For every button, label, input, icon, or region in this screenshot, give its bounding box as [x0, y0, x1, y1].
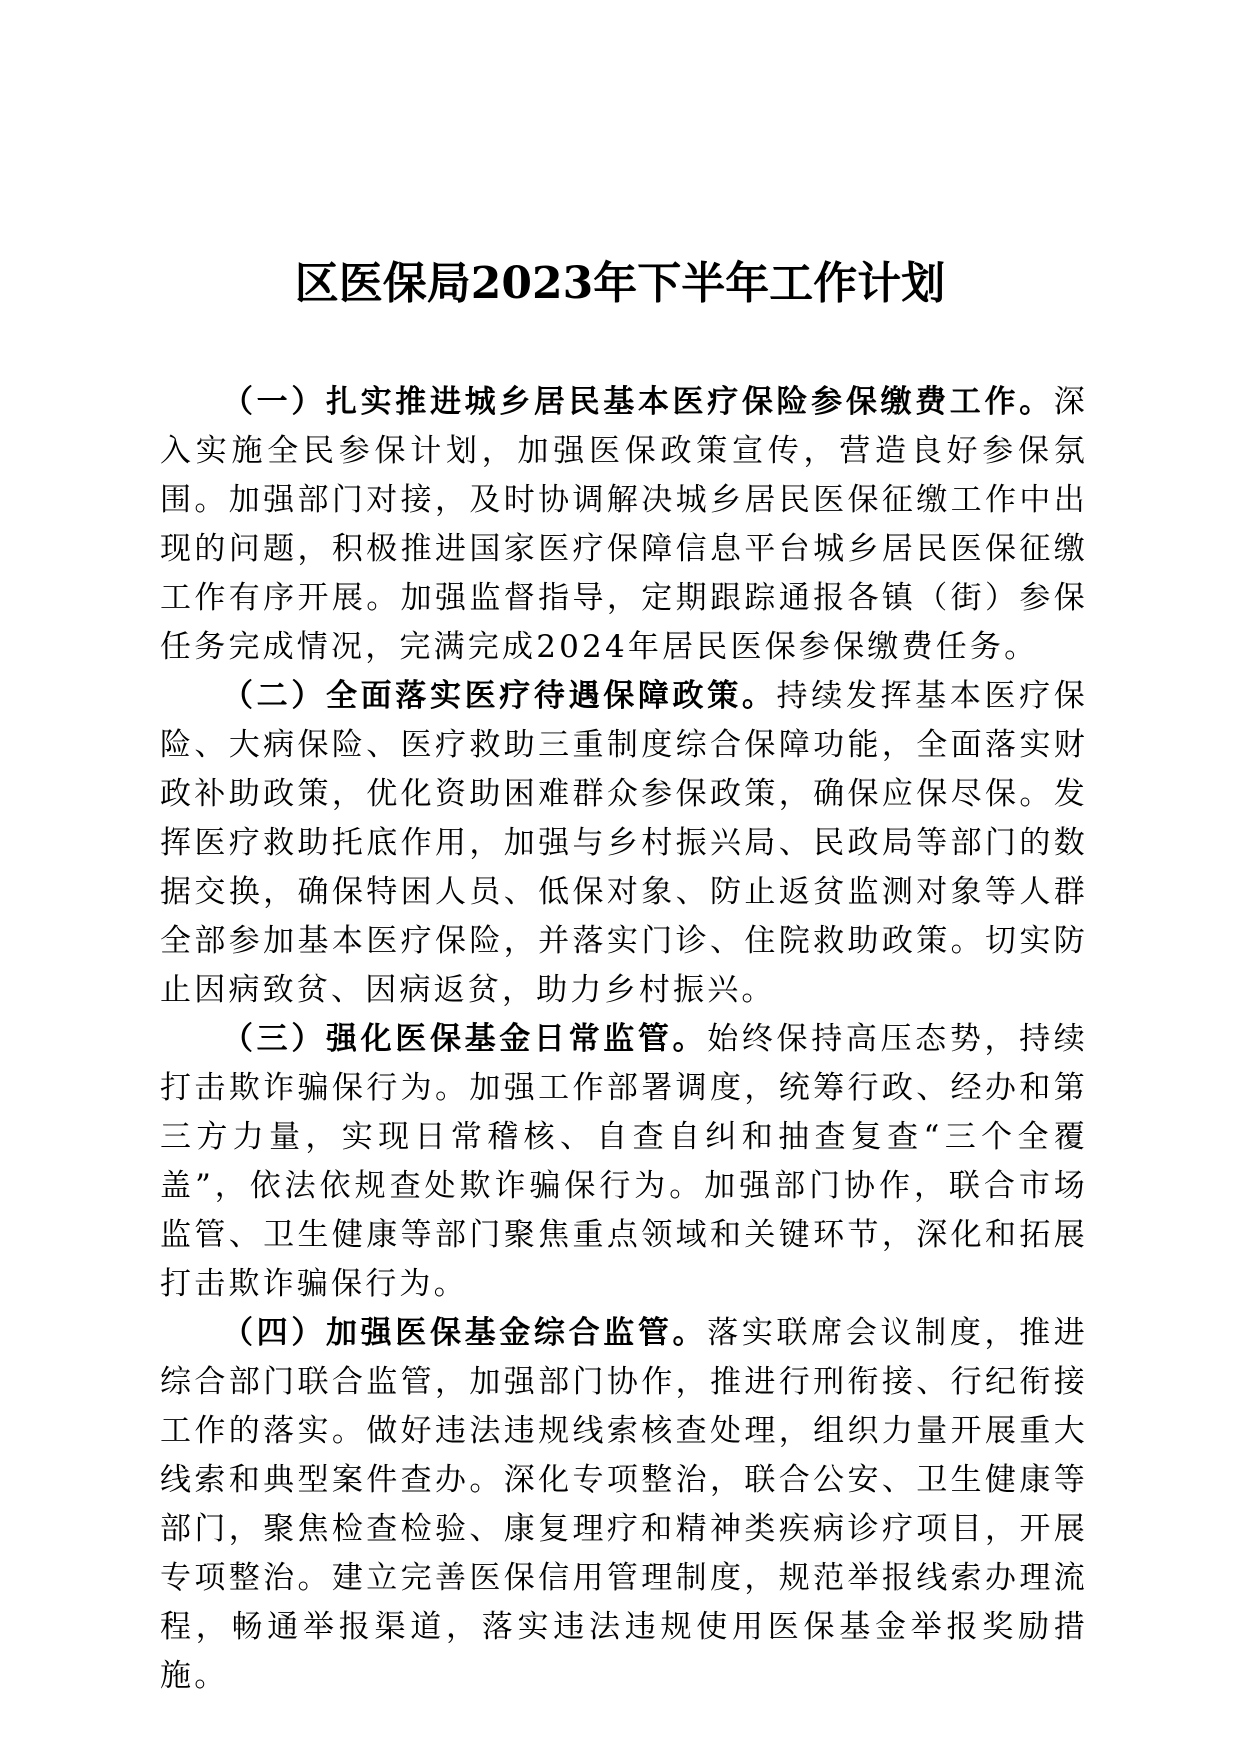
- paragraph-heading: （三）强化医保基金日常监管。: [222, 1021, 708, 1057]
- paragraph-3: [160, 1015, 1088, 1309]
- paragraph-heading: （二）全面落实医疗待遇保障政策。: [222, 678, 777, 714]
- paragraph-text: 持续发挥基本医疗保险、大病保险、医疗救助三重制度综合保障功能，全面落实财政补助政策，优化资助困难群众参保政策，确保应保尽保。发挥医疗救助托底作用，加强与乡村振兴局、民政局等部门的数据交换，确保特困人员、低保对象、防止返贫监测对象等人群全部参加基本医疗保险，并落实门诊、住院救助政策。切实防止因病致贫、因病返贫，助力乡村振兴。: [160, 678, 1088, 1008]
- paragraph-text: 始终保持高压态势，持续打击欺诈骗保行为。加强工作部署调度，统筹行政、经办和第三方力量，实现日常稽核、自查自纠和抽查复查“三个全覆盖”，依法依规查处欺诈骗保行为。加强部门协作，联合市场监管、卫生健康等部门聚焦重点领域和关键环节，深化和拓展打击欺诈骗保行为。: [160, 1021, 1088, 1302]
- paragraph-1: [160, 378, 1088, 672]
- document-title: 区医保局2023年下半年工作计划: [294, 258, 946, 309]
- paragraph-text: 落实联席会议制度，推进综合部门联合监管，加强部门协作，推进行刑衔接、行纪衔接工作的落实。做好违法违规线索核查处理，组织力量开展重大线索和典型案件查办。深化专项整治，联合公安、卫生健康等部门，聚焦检查检验、康复理疗和精神类疾病诊疗项目，开展专项整治。建立完善医保信用管理制度，规范举报线索办理流程，畅通举报渠道，落实违法违规使用医保基金举报奖励措施。: [160, 1315, 1088, 1694]
- paragraph-4: [160, 1309, 1088, 1701]
- document-body: [160, 378, 1088, 1701]
- paragraph-heading: （四）加强医保基金综合监管。: [222, 1315, 708, 1351]
- paragraph-text: 深入实施全民参保计划，加强医保政策宣传，营造良好参保氛围。加强部门对接，及时协调解决城乡居民医保征缴工作中出现的问题，积极推进国家医疗保障信息平台城乡居民医保征缴工作有序开展。加强监督指导，定期跟踪通报各镇（街）参保任务完成情况，完满完成2024年居民医保参保缴费任务。: [160, 384, 1088, 665]
- paragraph-heading: （一）扎实推进城乡居民基本医疗保险参保缴费工作。: [222, 384, 1054, 420]
- paragraph-2: [160, 672, 1088, 1015]
